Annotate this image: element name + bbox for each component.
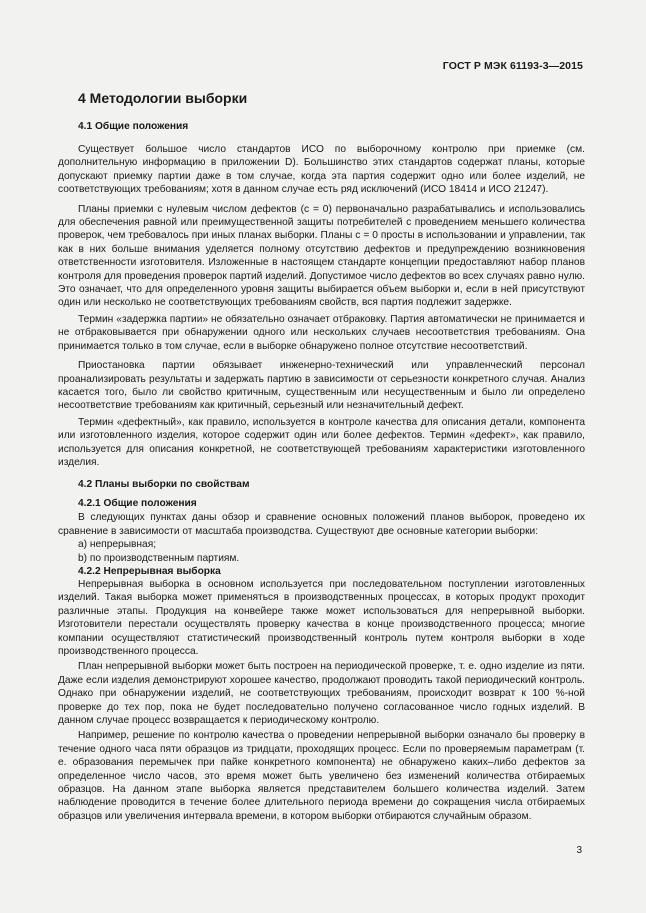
section-4-1-paragraph: Термин «дефектный», как правило, используется в контроле качества для описания детали, компонента или изготовленного изделия, которое содержит один или более дефектов. Термин «дефект», как правило, используется для описания конкретной, не соответствующей требованиям характеристики изготовленного изделия. [58, 416, 585, 468]
document-id-header: ГОСТ Р МЭК 61193-3—2015 [442, 60, 583, 72]
section-4-title: 4 Методологии выборки [78, 90, 248, 106]
section-4-2-2-paragraph: Например, решение по контролю качества о проведении непрерывной выборки означало бы проверку в течение одного часа пяти образцов из тридцати, проходящих процесс. Если по проверяемым параметрам (т. е. образования перемычек при пайке конкретного компонента) не обнаружено каких–либо дефектов за определенное число часов, это время может быть увеличено без изменений количества отбираемых образцов. На данном этапе выборка является представителем большего количества изделий. Затем наблюдение проводится в течение более длительного периода времени до сокращения числа отбираемых образцов или увеличения интервала времени, в котором выборки отбираются случайным образом. [58, 730, 585, 822]
page-content [58, 88, 585, 823]
section-4-2-1-title: 4.2.1 Общие положения [78, 498, 197, 510]
section-4-2-title: 4.2 Планы выборки по свойствам [78, 479, 250, 491]
section-4-2-1-paragraph: В следующих пунктах даны обзор и сравнение основных положений планов выборок, проведено их сравнение в зависимости от масштаба производства. Существуют две основные категории выборки: [58, 512, 585, 537]
section-4-1-paragraph: Существует большое число стандартов ИСО по выборочному контролю при приемке (см. дополнительную информацию в приложении D). Большинство этих стандартов содержат планы, которые допускают приемку партии даже в том случае, когда эта партия содержит одно или более изделий, не соответствующих требованиям; хотя в данном случае есть ряд исключений (ИСО 18414 и ИСО 21247). [58, 144, 585, 196]
section-4-1-paragraph: Планы приемки с нулевым числом дефектов (c = 0) первоначально разрабатывались и использовались для обеспечения равной или преимущественной защиты потребителей с проведением меньшего количества проверок, чем требовалось при иных планах выборки. Планы c = 0 просты в использовании и управлении, так как в них больше внимания уделяется полному отсутствию дефектов и предупреждению возникновения ответственности изготовителя. Изложенные в настоящем стандарте концепции предоставляют набор планов контроля для проведения проверок партий изделий. Допустимое число дефектов во всех случаях равно нулю. Это означает, что для определенного уровня защиты выбирается объем выборки и, если в ней присутствуют один или несколько не соответствующих требованиям свойств, вся партия подлежит задержке. [58, 203, 585, 309]
list-item: b) по производственным партиям. [78, 552, 240, 564]
section-4-1-paragraph: Приостановка партии обязывает инженерно-технический или управленческий персонал проанализировать результаты и задержать партию в зависимости от серьезности конкретного случая. Анализ касается того, было ли свойство критичным, существенным или несущественным и было ли определено несоответствие требованиям как критичный, серьезный или незначительный дефект. [58, 360, 585, 412]
list-item: a) непрерывная; [78, 539, 157, 551]
page-number: 3 [576, 845, 582, 856]
section-4-1-title: 4.1 Общие положения [78, 121, 189, 132]
section-4-2-2-paragraph: Непрерывная выборка в основном используется при последовательном поступлении изготовленных изделий. Такая выборка может применяться в производственных процессах, в которых продукт проходит различные этапы. Продукция на конвейере также может использоваться для непрерывной выборки. Изготовители перестали осуществлять проверку качества в конце производственного процесса; многие компании осуществляют статистический производственный контроль путем контроля выборки в ходе производственного процесса. [58, 578, 585, 657]
section-4-2-2-paragraph: План непрерывной выборки может быть построен на периодической проверке, т. е. одно изделие из пяти. Даже если изделия демонстрируют хорошее качество, продолжают проводить такой периодический контроль. Однако при обнаружении изделий, не соответствующих требованиям, происходит возврат к 100 %-ной проверке до тех пор, пока не будет последовательно получено согласованное число годных изделий. В данном случае процесс возвращается к периодическому контролю. [58, 661, 585, 727]
section-4-2-2-title: 4.2.2 Непрерывная выборка [78, 565, 221, 577]
section-4-1-paragraph: Термин «задержка партии» не обязательно означает отбраковку. Партия автоматически не принимается и не отбраковывается при обнаружении одного или нескольких случаев несоответствия требованиям. Она принимается только в том случае, если в выборке обнаружено полное отсутствие несоответствий. [58, 313, 585, 352]
